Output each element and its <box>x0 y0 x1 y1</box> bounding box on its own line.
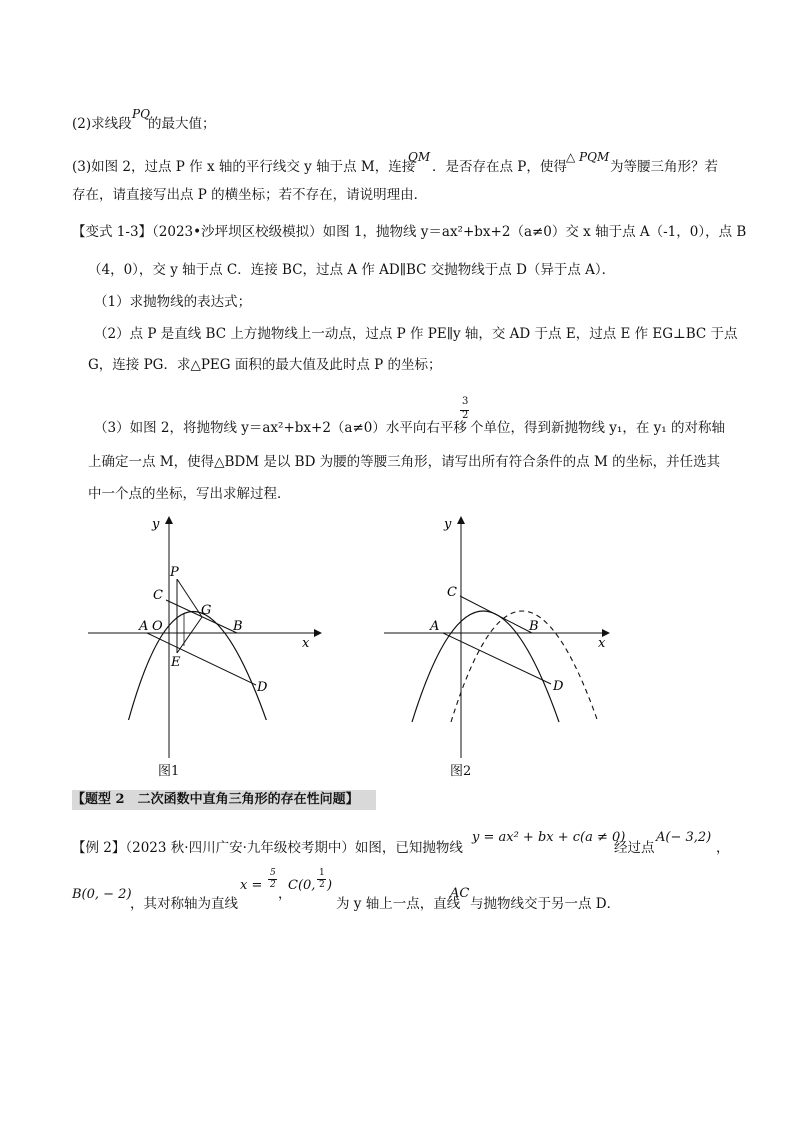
x-axis-arrow-icon <box>314 629 322 637</box>
example-2-line2a: ，其对称轴为直线 <box>130 896 238 912</box>
figure-2 <box>376 510 616 775</box>
label-d: D <box>553 679 564 694</box>
frac-den-2: 2 <box>462 410 469 421</box>
segment-eg <box>177 617 202 653</box>
ex2-point-c-right: ) <box>327 878 333 893</box>
variant-1-3-part3-line1b: 个单位，得到新抛物线 y₁，在 y₁ 的对称轴 <box>470 420 725 436</box>
figure-1-caption: 图1 <box>158 764 180 779</box>
figure-2-caption: 图2 <box>450 764 472 779</box>
example-2-line2c: 与抛物线交于另一点 D． <box>470 896 621 912</box>
label-a: A <box>139 619 149 634</box>
q3-line2: 存在，请直接写出点 P 的横坐标；若不存在，请说明理由． <box>72 187 428 203</box>
q3-line1-a: (3)如图 2，过点 P 作 x 轴的平行线交 y 轴于点 M，连接 <box>72 159 416 175</box>
ex2-point-c-left: C(0, <box>288 878 316 893</box>
ex2-parabola-eq: y = ax² + bx + c(a ≠ 0) <box>472 830 626 845</box>
q3-math-qm: QM <box>408 150 431 164</box>
figure-1 <box>84 510 324 775</box>
label-a: A <box>430 619 440 634</box>
label-c: C <box>153 588 163 603</box>
ex2-axis-num: 5 <box>270 868 276 878</box>
ex2-comma: ， <box>716 840 730 856</box>
ex2-sep: ， <box>278 886 292 902</box>
variant-1-3-part2-line1: （2）点 P 是直线 BC 上方抛物线上一动点，过点 P 作 PE∥y 轴，交 AD 于点 E，过点 E 作 EG⊥BC 于点 <box>94 326 738 342</box>
label-y: y <box>152 517 160 532</box>
frac-num-3: 3 <box>462 396 469 407</box>
ex2-point-a: A(− 3,2) <box>656 830 712 845</box>
ex2-line-ac: AC <box>450 886 470 901</box>
line-ad <box>147 633 256 685</box>
ex2-c-den: 2 <box>319 880 325 890</box>
variant-1-3-part3-line2: 上确定一点 M，使得△BDM 是以 BD 为腰的等腰三角形，请写出所有符合条件的点 M 的坐标，并任选其 <box>88 454 721 470</box>
label-e: E <box>171 655 181 670</box>
label-d: D <box>257 680 268 695</box>
label-b: B <box>529 619 539 634</box>
example-2-line2b: 为 y 轴上一点，直线 <box>336 896 461 912</box>
y-axis-arrow-icon <box>457 516 465 524</box>
label-c: C <box>447 585 457 600</box>
label-p: P <box>170 565 179 580</box>
question-2: (2)求线段 <box>72 116 132 132</box>
section-2-title: 【题型 2 二次函数中直角三角形的存在性问题】 <box>72 792 359 807</box>
variant-1-3-part3-line3: 中一个点的坐标，写出求解过程． <box>88 486 291 502</box>
variant-1-3-part1: （1）求抛物线的表达式； <box>94 294 252 310</box>
label-b: B <box>233 619 243 634</box>
label-x: x <box>598 636 606 651</box>
ex2-axis-x: x = <box>240 878 263 893</box>
example-2-line1b: 经过点 <box>614 840 655 856</box>
label-x: x <box>302 636 310 651</box>
example-2-line1a: 【例 2】（2023 秋·四川广安·九年级校考期中）如图，已知抛物线 <box>72 840 463 856</box>
variant-1-3-line2: （4，0），交 y 轴于点 C．连接 BC，过点 A 作 AD∥BC 交抛物线于点 D（异于点 A）． <box>88 262 616 278</box>
label-y: y <box>444 517 452 532</box>
ex2-axis-den: 2 <box>270 880 276 890</box>
line-ad <box>443 633 551 684</box>
ex2-c-num: 1 <box>319 868 325 878</box>
variant-1-3-line1: 【变式 1-3】（2023•沙坪坝区校级模拟）如图 1，抛物线 y＝ax²+bx+2（a≠0）交 x 轴于点 A（-1，0），点 B <box>72 224 747 240</box>
shifted-parabola <box>451 611 598 722</box>
variant-1-3-part2-line2: G，连接 PG．求△PEG 面积的最大值及此时点 P 的坐标； <box>88 357 442 373</box>
q3-line1-c: 为等腰三角形？若 <box>610 159 718 175</box>
q2-math-pq: PQ <box>132 107 150 121</box>
y-axis-arrow-icon <box>165 516 173 524</box>
ex2-point-b: B(0, − 2) <box>72 887 132 902</box>
q2-tail: 的最大值； <box>148 116 216 132</box>
variant-1-3-part3-line1a: （3）如图 2，将抛物线 y＝ax²+bx+2（a≠0）水平向右平移 <box>94 420 467 436</box>
q3-math-pqm: △ PQM <box>566 150 610 164</box>
label-g: G <box>201 603 212 618</box>
label-o: O <box>152 619 163 634</box>
q3-line1-b: ．是否存在点 P，使得 <box>432 159 567 175</box>
parabola <box>128 612 267 723</box>
